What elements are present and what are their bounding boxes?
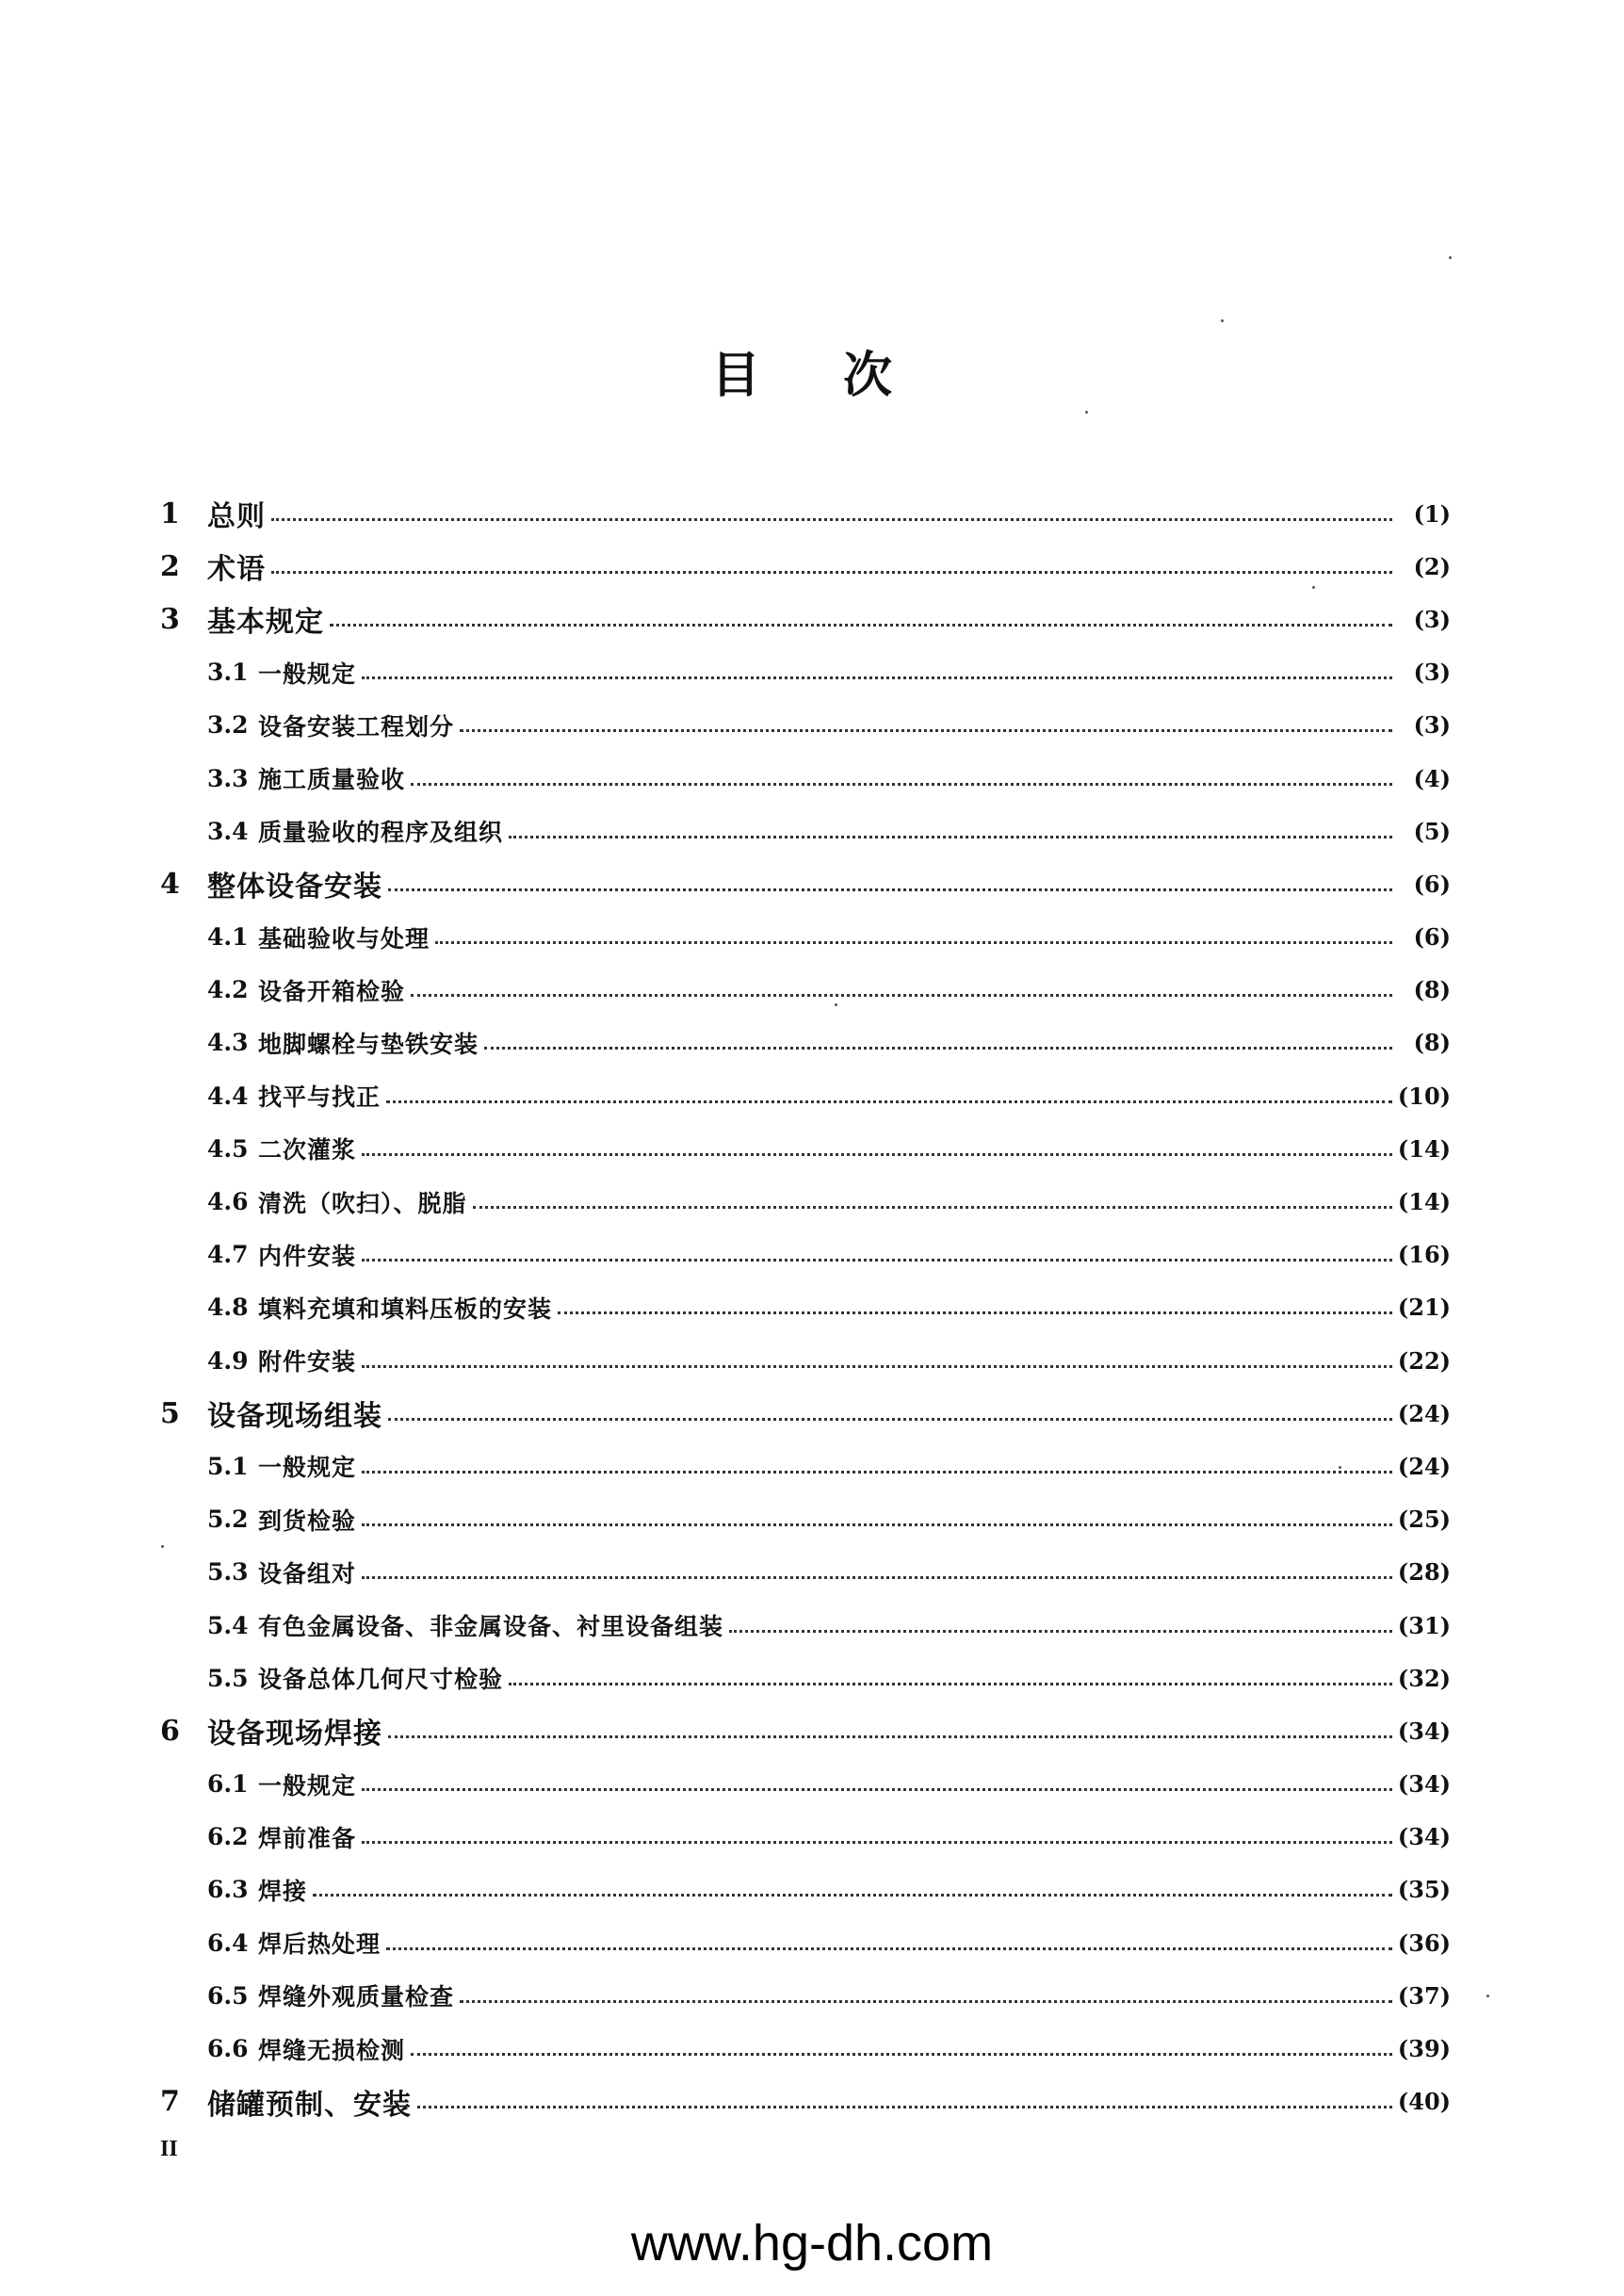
toc-section-row[interactable] — [160, 964, 1451, 1017]
toc-entry-number: 3.4 — [207, 817, 249, 845]
toc-entry-number: 6.6 — [207, 2035, 249, 2063]
toc-entry-page: (16) — [1397, 1241, 1451, 1269]
toc-section-row[interactable] — [160, 1440, 1451, 1492]
toc-section-row[interactable] — [160, 699, 1451, 752]
toc-entry-number: 2 — [160, 549, 180, 583]
toc-section-row[interactable] — [160, 1334, 1451, 1387]
toc-dot-leader — [271, 571, 1392, 574]
toc-entry-number: 4.9 — [207, 1346, 249, 1375]
toc-entry-page: (4) — [1413, 764, 1451, 792]
toc-dot-leader — [386, 1100, 1392, 1103]
scan-speck — [835, 1003, 837, 1006]
toc-section-row[interactable] — [160, 646, 1451, 699]
toc-section-row[interactable] — [160, 1969, 1451, 2022]
toc-dot-leader — [362, 1259, 1392, 1262]
toc-chapter-row[interactable] — [160, 857, 1451, 910]
toc-chapter-row[interactable] — [160, 1387, 1451, 1440]
toc-entry-page: (8) — [1413, 1029, 1451, 1057]
toc-section-row[interactable] — [160, 911, 1451, 964]
toc-entry-number: 6.1 — [207, 1770, 249, 1799]
toc-entry-number: 5.5 — [207, 1664, 249, 1692]
toc-entry-title: 术语 — [207, 553, 266, 587]
toc-entry-page: (24) — [1397, 1452, 1451, 1480]
toc-section-row[interactable] — [160, 805, 1451, 857]
toc-entry-title: 二次灌浆 — [258, 1136, 357, 1164]
toc-dot-leader — [362, 1471, 1392, 1474]
toc-entry-page: (34) — [1397, 1770, 1451, 1799]
toc-entry-number: 4.4 — [207, 1082, 249, 1110]
toc-entry-number: 5.4 — [207, 1611, 249, 1639]
toc-entry-title: 质量验收的程序及组织 — [258, 819, 504, 847]
toc-entry-title: 附件安装 — [258, 1348, 357, 1376]
toc-chapter-row[interactable] — [160, 487, 1451, 540]
toc-entry-number: 6.2 — [207, 1823, 249, 1851]
toc-entry-title: 整体设备安装 — [207, 871, 382, 904]
toc-dot-leader — [313, 1894, 1392, 1897]
toc-entry-number: 1 — [160, 497, 180, 530]
toc-entry-page: (21) — [1397, 1294, 1451, 1322]
toc-entry-page: (31) — [1397, 1611, 1451, 1639]
toc-entry-page: (35) — [1397, 1876, 1451, 1904]
toc-entry-number: 6.4 — [207, 1929, 249, 1957]
toc-entry-number: 5 — [160, 1396, 180, 1430]
toc-dot-leader — [362, 1788, 1392, 1791]
toc-entry-title: 储罐预制、安装 — [207, 2088, 412, 2122]
scan-speck — [161, 1545, 164, 1548]
toc-dot-leader — [386, 1947, 1392, 1950]
toc-entry-title: 基本规定 — [207, 606, 324, 640]
toc-dot-leader — [330, 624, 1392, 627]
toc-section-row[interactable] — [160, 1017, 1451, 1069]
toc-dot-leader — [558, 1311, 1392, 1314]
toc-entry-page: (34) — [1397, 1823, 1451, 1851]
toc-entry-number: 6.5 — [207, 1981, 249, 2010]
toc-entry-title: 找平与找正 — [258, 1083, 382, 1112]
toc-entry-page: (5) — [1413, 817, 1451, 845]
toc-section-row[interactable] — [160, 1546, 1451, 1599]
toc-entry-number: 4.8 — [207, 1294, 249, 1322]
toc-entry-title: 设备现场组装 — [207, 1400, 382, 1434]
toc-entry-page: (39) — [1397, 2035, 1451, 2063]
toc-entry-title: 总则 — [207, 500, 266, 534]
toc-entry-number: 4.5 — [207, 1134, 249, 1163]
toc-dot-leader — [473, 1206, 1392, 1209]
toc-dot-leader — [362, 1523, 1392, 1526]
toc-entry-page: (14) — [1397, 1134, 1451, 1163]
toc-chapter-row[interactable] — [160, 1704, 1451, 1757]
toc-dot-leader — [271, 518, 1392, 521]
toc-dot-leader — [509, 836, 1392, 839]
toc-entry-page: (22) — [1397, 1346, 1451, 1375]
table-of-contents — [160, 487, 1451, 2128]
toc-entry-title: 清洗（吹扫）、脱脂 — [258, 1189, 467, 1217]
toc-entry-number: 4.2 — [207, 976, 249, 1004]
toc-dot-leader — [729, 1630, 1392, 1633]
toc-dot-leader — [362, 1365, 1392, 1368]
toc-entry-page: (6) — [1413, 870, 1451, 898]
toc-dot-leader — [460, 729, 1392, 732]
toc-entry-number: 4.1 — [207, 923, 249, 952]
toc-entry-title: 有色金属设备、非金属设备、衬里设备组装 — [258, 1613, 724, 1641]
toc-section-row[interactable] — [160, 1599, 1451, 1652]
toc-section-row[interactable] — [160, 1175, 1451, 1228]
toc-dot-leader — [388, 1735, 1392, 1738]
toc-entry-page: (8) — [1413, 976, 1451, 1004]
toc-entry-title: 设备安装工程划分 — [258, 712, 455, 741]
toc-section-row[interactable] — [160, 1864, 1451, 1916]
toc-entry-title: 设备开箱检验 — [258, 977, 406, 1005]
toc-dot-leader — [362, 676, 1392, 679]
toc-entry-title: 设备现场焊接 — [207, 1718, 382, 1751]
toc-entry-number: 6.3 — [207, 1876, 249, 1904]
toc-section-row[interactable] — [160, 1229, 1451, 1281]
toc-dot-leader — [362, 1153, 1392, 1156]
toc-dot-leader — [460, 2000, 1392, 2003]
toc-entry-page: (40) — [1397, 2088, 1451, 2116]
toc-entry-number: 4.6 — [207, 1188, 249, 1216]
toc-entry-title: 到货检验 — [258, 1506, 357, 1535]
toc-entry-page: (6) — [1413, 923, 1451, 952]
toc-entry-title: 焊接 — [258, 1877, 308, 1905]
toc-section-row[interactable] — [160, 752, 1451, 805]
toc-entry-title: 填料充填和填料压板的安装 — [258, 1295, 553, 1323]
toc-entry-page: (34) — [1397, 1717, 1451, 1745]
toc-section-row[interactable] — [160, 1811, 1451, 1864]
toc-dot-leader — [435, 941, 1392, 944]
toc-entry-title: 内件安装 — [258, 1242, 357, 1270]
toc-entry-number: 3 — [160, 602, 180, 636]
toc-section-row[interactable] — [160, 1916, 1451, 1969]
scan-speck — [1449, 256, 1452, 259]
toc-dot-leader — [411, 2053, 1392, 2056]
toc-entry-title: 焊缝外观质量检查 — [258, 1983, 455, 2011]
toc-entry-number: 3.2 — [207, 711, 249, 740]
toc-entry-title: 焊缝无损检测 — [258, 2036, 406, 2064]
toc-section-row[interactable] — [160, 2022, 1451, 2075]
toc-entry-title: 一般规定 — [258, 1771, 357, 1799]
toc-entry-title: 地脚螺栓与垫铁安装 — [258, 1030, 479, 1058]
scan-speck — [1312, 586, 1315, 589]
toc-section-row[interactable] — [160, 1758, 1451, 1811]
toc-section-row[interactable] — [160, 1652, 1451, 1704]
toc-entry-page: (14) — [1397, 1188, 1451, 1216]
toc-dot-leader — [509, 1683, 1392, 1685]
toc-chapter-row[interactable] — [160, 540, 1451, 593]
toc-entry-number: 4.3 — [207, 1029, 249, 1057]
scan-speck — [1486, 1995, 1489, 1997]
page-title-char-1: 目 — [711, 347, 763, 404]
toc-dot-leader — [411, 783, 1392, 786]
toc-dot-leader — [417, 2106, 1392, 2109]
toc-section-row[interactable] — [160, 1493, 1451, 1546]
toc-entry-number: 4.7 — [207, 1241, 249, 1269]
toc-dot-leader — [484, 1047, 1392, 1050]
toc-entry-title: 施工质量验收 — [258, 766, 406, 794]
toc-section-row[interactable] — [160, 1281, 1451, 1334]
toc-section-row[interactable] — [160, 1122, 1451, 1175]
toc-entry-page: (3) — [1413, 659, 1451, 687]
toc-entry-title: 设备组对 — [258, 1559, 357, 1588]
toc-entry-number: 5.1 — [207, 1452, 249, 1480]
toc-entry-page: (1) — [1413, 499, 1451, 528]
toc-entry-page: (36) — [1397, 1929, 1451, 1957]
page-title-char-2: 次 — [843, 347, 895, 404]
scan-speck — [1221, 319, 1224, 322]
toc-entry-page: (32) — [1397, 1664, 1451, 1692]
toc-dot-leader — [388, 888, 1392, 891]
toc-chapter-row[interactable] — [160, 2076, 1451, 2128]
toc-entry-number: 4 — [160, 867, 180, 901]
toc-entry-title: 一般规定 — [258, 659, 357, 688]
toc-dot-leader — [388, 1418, 1392, 1421]
toc-entry-page: (25) — [1397, 1506, 1451, 1534]
toc-dot-leader — [362, 1841, 1392, 1844]
toc-entry-page: (2) — [1413, 552, 1451, 580]
toc-entry-page: (24) — [1397, 1399, 1451, 1427]
toc-entry-number: 3.3 — [207, 764, 249, 792]
toc-section-row[interactable] — [160, 1069, 1451, 1122]
scan-speck — [1085, 411, 1088, 414]
toc-entry-page: (10) — [1397, 1082, 1451, 1110]
toc-entry-number: 5.3 — [207, 1558, 249, 1587]
toc-entry-title: 焊前准备 — [258, 1824, 357, 1852]
toc-entry-page: (37) — [1397, 1981, 1451, 2010]
toc-chapter-row[interactable] — [160, 593, 1451, 645]
toc-entry-number: 7 — [160, 2085, 180, 2119]
toc-dot-leader — [411, 994, 1392, 997]
toc-entry-title: 焊后热处理 — [258, 1930, 382, 1959]
toc-entry-page: (3) — [1413, 711, 1451, 740]
toc-entry-page: (3) — [1413, 605, 1451, 633]
scan-speck — [1339, 1466, 1341, 1469]
toc-entry-title: 基础验收与处理 — [258, 924, 430, 953]
watermark-url: www.hg-dh.com — [630, 2215, 994, 2272]
page-number: II — [160, 2137, 178, 2161]
toc-entry-title: 一般规定 — [258, 1454, 357, 1482]
toc-dot-leader — [362, 1576, 1392, 1579]
toc-entry-number: 5.2 — [207, 1506, 249, 1534]
toc-entry-number: 6 — [160, 1714, 180, 1748]
toc-entry-title: 设备总体几何尺寸检验 — [258, 1666, 504, 1694]
toc-entry-number: 3.1 — [207, 659, 249, 687]
toc-entry-page: (28) — [1397, 1558, 1451, 1587]
